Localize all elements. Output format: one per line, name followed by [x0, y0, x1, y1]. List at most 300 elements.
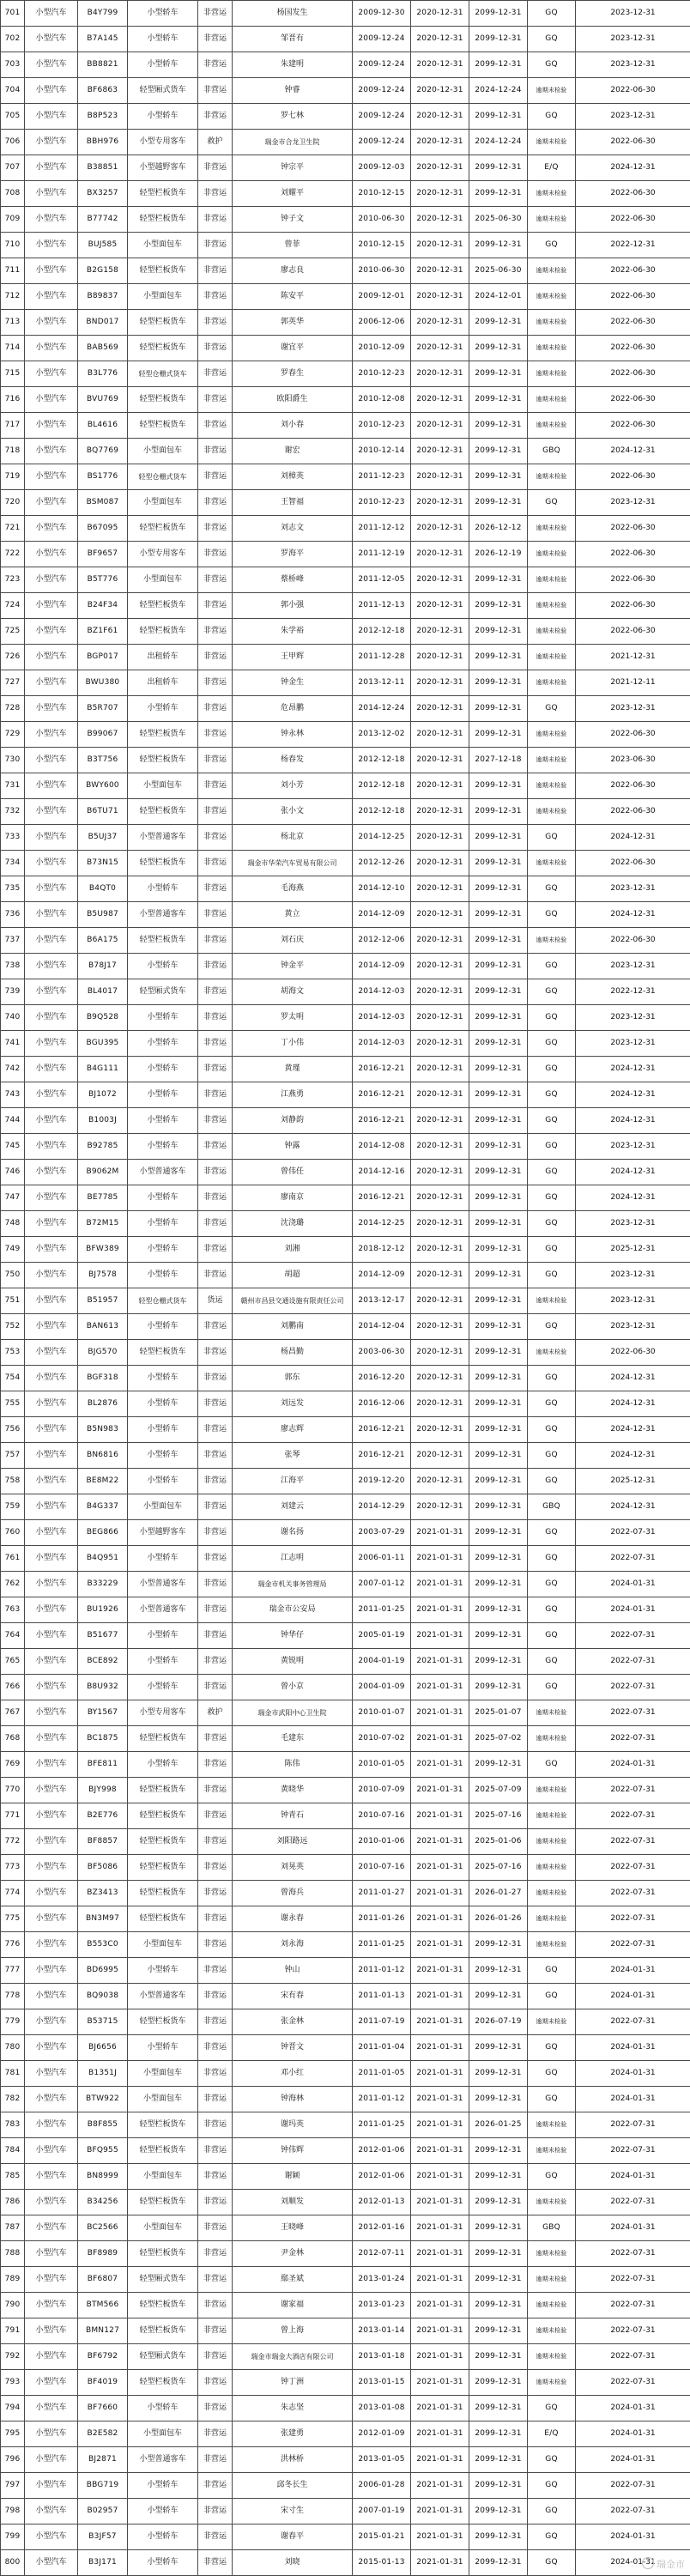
table-row: [1, 2035, 690, 2061]
usage-type: 非营运: [198, 2241, 233, 2267]
status-code: 逾期未检验: [528, 310, 576, 336]
usage-type: 非营运: [198, 1829, 233, 1855]
scrap-date: 2099-12-31: [469, 1211, 528, 1237]
row-number: 757: [1, 1443, 25, 1469]
vehicle-type: 轻型栏板货车: [128, 2138, 198, 2164]
usage-type: 非营运: [198, 2524, 233, 2550]
vehicle-category: 小型汽车: [25, 542, 78, 567]
table-row: [1, 2396, 690, 2421]
owner-name: 曾伟任: [233, 1160, 353, 1185]
vehicle-category: 小型汽车: [25, 1057, 78, 1082]
row-number: 769: [1, 1752, 25, 1778]
usage-type: 非营运: [198, 155, 233, 181]
vehicle-category: 小型汽车: [25, 1005, 78, 1031]
plate-number: B3L776: [78, 361, 128, 387]
inspection-expiry: 2021-01-31: [411, 1855, 469, 1881]
plate-number: BF5086: [78, 1855, 128, 1881]
row-number: 749: [1, 1237, 25, 1263]
row-number: 787: [1, 2215, 25, 2241]
valid-until: 2023-12-31: [576, 1031, 690, 1057]
inspection-expiry: 2020-12-31: [411, 104, 469, 130]
owner-name: 钟海林: [233, 2087, 353, 2112]
vehicle-type: 小型普通客车: [128, 1160, 198, 1185]
status-code: GQ: [528, 979, 576, 1005]
status-code: 逾期未检验: [528, 361, 576, 387]
owner-name: 谢家福: [233, 2293, 353, 2318]
owner-name: 瑞金市机关事务管理局: [233, 1572, 353, 1597]
plate-number: B33229: [78, 1572, 128, 1597]
status-code: 逾期未检验: [528, 2293, 576, 2318]
vehicle-type: 小型面包车: [128, 1494, 198, 1520]
vehicle-category: 小型汽车: [25, 1108, 78, 1134]
plate-number: B2G158: [78, 258, 128, 284]
vehicle-type: 小型普通客车: [128, 902, 198, 928]
inspection-expiry: 2020-12-31: [411, 1, 469, 27]
usage-type: 非营运: [198, 1340, 233, 1366]
vehicle-type: 小型轿车: [128, 696, 198, 722]
status-code: GQ: [528, 2550, 576, 2576]
usage-type: 非营运: [198, 1417, 233, 1443]
owner-name: 瑞金市瑞金大酒店有限公司: [233, 2344, 353, 2370]
row-number: 704: [1, 78, 25, 104]
inspection-expiry: 2021-01-31: [411, 2344, 469, 2370]
usage-type: 非营运: [198, 1906, 233, 1932]
registration-date: 2011-12-28: [353, 645, 411, 670]
scrap-date: 2099-12-31: [469, 1005, 528, 1031]
owner-name: 瑞金市华荣汽车贸易有限公司: [233, 851, 353, 876]
status-code: 逾期未检验: [528, 2318, 576, 2344]
registration-date: 2012-01-09: [353, 2421, 411, 2447]
vehicle-type: 轻型栏板货车: [128, 593, 198, 619]
plate-number: BL2876: [78, 1391, 128, 1417]
scrap-date: 2099-12-31: [469, 619, 528, 645]
inspection-expiry: 2021-01-31: [411, 2293, 469, 2318]
owner-name: 郭小强: [233, 593, 353, 619]
owner-name: 瑞金市武阳中心卫生院: [233, 1700, 353, 1726]
inspection-expiry: 2020-12-31: [411, 1443, 469, 1469]
table-row: [1, 258, 690, 284]
usage-type: 非营运: [198, 1108, 233, 1134]
vehicle-category: 小型汽车: [25, 1443, 78, 1469]
table-row: [1, 284, 690, 310]
status-code: 逾期未检验: [528, 1932, 576, 1958]
plate-number: BJ7578: [78, 1263, 128, 1288]
vehicle-type: 小型轿车: [128, 1108, 198, 1134]
vehicle-category: 小型汽车: [25, 1, 78, 27]
row-number: 762: [1, 1572, 25, 1597]
usage-type: 非营运: [198, 336, 233, 361]
vehicle-category: 小型汽车: [25, 104, 78, 130]
scrap-date: 2099-12-31: [469, 2550, 528, 2576]
registration-date: 2012-12-18: [353, 748, 411, 773]
usage-type: 非营运: [198, 2318, 233, 2344]
registration-date: 2014-12-09: [353, 902, 411, 928]
valid-until: 2022-06-30: [576, 130, 690, 155]
vehicle-category: 小型汽车: [25, 361, 78, 387]
vehicle-type: 小型轿车: [128, 954, 198, 979]
table-row: [1, 1726, 690, 1752]
inspection-expiry: 2021-01-31: [411, 1803, 469, 1829]
owner-name: 危昂鹏: [233, 696, 353, 722]
status-code: 逾期未检验: [528, 567, 576, 593]
scrap-date: 2099-12-31: [469, 155, 528, 181]
valid-until: 2024-12-31: [576, 1160, 690, 1185]
status-code: GQ: [528, 2524, 576, 2550]
registration-date: 2009-12-01: [353, 284, 411, 310]
inspection-expiry: 2021-01-31: [411, 2499, 469, 2524]
registration-date: 2009-12-03: [353, 155, 411, 181]
status-code: 逾期未检验: [528, 2241, 576, 2267]
scrap-date: 2099-12-31: [469, 1134, 528, 1160]
status-code: 逾期未检验: [528, 2370, 576, 2396]
usage-type: 非营运: [198, 1494, 233, 1520]
row-number: 752: [1, 1314, 25, 1340]
table-row: [1, 1881, 690, 1906]
vehicle-category: 小型汽车: [25, 1623, 78, 1649]
row-number: 737: [1, 928, 25, 954]
row-number: 750: [1, 1263, 25, 1288]
inspection-expiry: 2020-12-31: [411, 336, 469, 361]
vehicle-category: 小型汽车: [25, 1881, 78, 1906]
vehicle-category: 小型汽车: [25, 439, 78, 464]
registration-date: 2010-12-09: [353, 336, 411, 361]
inspection-expiry: 2020-12-31: [411, 181, 469, 207]
valid-until: 2022-07-31: [576, 1520, 690, 1546]
plate-number: BF7660: [78, 2396, 128, 2421]
vehicle-type: 轻型栏板货车: [128, 748, 198, 773]
valid-until: 2022-06-30: [576, 413, 690, 439]
row-number: 775: [1, 1906, 25, 1932]
inspection-expiry: 2020-12-31: [411, 1057, 469, 1082]
owner-name: 杨春发: [233, 748, 353, 773]
vehicle-category: 小型汽车: [25, 1700, 78, 1726]
vehicle-category: 小型汽车: [25, 2499, 78, 2524]
vehicle-type: 小型专用客车: [128, 1700, 198, 1726]
table-row: [1, 207, 690, 233]
vehicle-type: 轻型栏板货车: [128, 928, 198, 954]
usage-type: 非营运: [198, 52, 233, 78]
valid-until: 2023-12-31: [576, 954, 690, 979]
row-number: 701: [1, 1, 25, 27]
inspection-expiry: 2021-01-31: [411, 1881, 469, 1906]
vehicle-type: 轻型栏板货车: [128, 258, 198, 284]
scrap-date: 2025-06-30: [469, 207, 528, 233]
row-number: 741: [1, 1031, 25, 1057]
table-row: [1, 1675, 690, 1700]
table-row: [1, 825, 690, 851]
registration-date: 2003-06-30: [353, 1340, 411, 1366]
valid-until: 2024-01-31: [576, 2447, 690, 2473]
owner-name: 廖南京: [233, 1185, 353, 1211]
registration-date: 2010-07-09: [353, 1778, 411, 1803]
owner-name: 郭东: [233, 1366, 353, 1391]
table-row: [1, 1, 690, 27]
vehicle-type: 轻型栏板货车: [128, 1778, 198, 1803]
inspection-expiry: 2021-01-31: [411, 1906, 469, 1932]
vehicle-category: 小型汽车: [25, 284, 78, 310]
usage-type: 非营运: [198, 284, 233, 310]
registration-date: 2011-12-13: [353, 593, 411, 619]
status-code: GQ: [528, 490, 576, 516]
inspection-expiry: 2021-01-31: [411, 2267, 469, 2293]
vehicle-type: 轻型栏板货车: [128, 1855, 198, 1881]
usage-type: 非营运: [198, 542, 233, 567]
vehicle-category: 小型汽车: [25, 336, 78, 361]
vehicle-category: 小型汽车: [25, 2190, 78, 2215]
owner-name: 陈伟: [233, 1752, 353, 1778]
vehicle-type: 小型轿车: [128, 2035, 198, 2061]
owner-name: 邱冬长生: [233, 2473, 353, 2499]
row-number: 708: [1, 181, 25, 207]
table-row: [1, 748, 690, 773]
valid-until: 2024-12-31: [576, 155, 690, 181]
registration-date: 2010-12-23: [353, 361, 411, 387]
owner-name: 谢名扬: [233, 1520, 353, 1546]
scrap-date: 2099-12-31: [469, 1108, 528, 1134]
table-row: [1, 1340, 690, 1366]
status-code: 逾期未检验: [528, 851, 576, 876]
registration-date: 2009-12-24: [353, 104, 411, 130]
status-code: 逾期未检验: [528, 207, 576, 233]
scrap-date: 2099-12-31: [469, 2164, 528, 2190]
row-number: 729: [1, 722, 25, 748]
registration-date: 2014-12-10: [353, 876, 411, 902]
vehicle-category: 小型汽车: [25, 1263, 78, 1288]
row-number: 733: [1, 825, 25, 851]
row-number: 754: [1, 1366, 25, 1391]
inspection-expiry: 2021-01-31: [411, 1700, 469, 1726]
table-row: [1, 696, 690, 722]
usage-type: 非营运: [198, 876, 233, 902]
scrap-date: 2099-12-31: [469, 464, 528, 490]
row-number: 744: [1, 1108, 25, 1134]
scrap-date: 2099-12-31: [469, 1675, 528, 1700]
vehicle-type: 小型面包车: [128, 2061, 198, 2087]
registration-date: 2010-12-15: [353, 181, 411, 207]
plate-number: B02957: [78, 2499, 128, 2524]
vehicle-type: 小型轿车: [128, 1958, 198, 1984]
owner-name: 钟华仔: [233, 1623, 353, 1649]
owner-name: 张建勇: [233, 2421, 353, 2447]
scrap-date: 2099-12-31: [469, 2318, 528, 2344]
row-number: 771: [1, 1803, 25, 1829]
inspection-expiry: 2020-12-31: [411, 670, 469, 696]
table-row: [1, 1958, 690, 1984]
valid-until: 2023-12-31: [576, 1314, 690, 1340]
status-code: GQ: [528, 1752, 576, 1778]
table-row: [1, 413, 690, 439]
plate-number: BX3257: [78, 181, 128, 207]
plate-number: BQ7769: [78, 439, 128, 464]
usage-type: 非营运: [198, 1, 233, 27]
owner-name: 王晓峰: [233, 2215, 353, 2241]
scrap-date: 2099-12-31: [469, 361, 528, 387]
vehicle-category: 小型汽车: [25, 387, 78, 413]
inspection-expiry: 2020-12-31: [411, 516, 469, 542]
status-code: E/Q: [528, 2421, 576, 2447]
inspection-expiry: 2020-12-31: [411, 979, 469, 1005]
scrap-date: 2025-07-09: [469, 1778, 528, 1803]
valid-until: 2023-12-31: [576, 1005, 690, 1031]
row-number: 743: [1, 1082, 25, 1108]
registration-date: 2009-12-24: [353, 78, 411, 104]
valid-until: 2022-07-31: [576, 2009, 690, 2035]
inspection-expiry: 2020-12-31: [411, 1263, 469, 1288]
inspection-expiry: 2020-12-31: [411, 696, 469, 722]
vehicle-type: 轻型栏板货车: [128, 516, 198, 542]
table-row: [1, 130, 690, 155]
valid-until: 2024-01-31: [576, 2550, 690, 2576]
scrap-date: 2099-12-31: [469, 1288, 528, 1314]
table-row: [1, 1520, 690, 1546]
scrap-date: 2099-12-31: [469, 928, 528, 954]
valid-until: 2022-07-31: [576, 1906, 690, 1932]
usage-type: 非营运: [198, 2087, 233, 2112]
usage-type: 非营运: [198, 1778, 233, 1803]
vehicle-category: 小型汽车: [25, 130, 78, 155]
table-row: [1, 567, 690, 593]
valid-until: 2021-12-11: [576, 670, 690, 696]
vehicle-category: 小型汽车: [25, 1597, 78, 1623]
usage-type: 非营运: [198, 1391, 233, 1417]
row-number: 718: [1, 439, 25, 464]
inspection-expiry: 2021-01-31: [411, 2164, 469, 2190]
status-code: GQ: [528, 1469, 576, 1494]
table-row: [1, 2550, 690, 2576]
inspection-expiry: 2021-01-31: [411, 2473, 469, 2499]
inspection-expiry: 2021-01-31: [411, 2190, 469, 2215]
inspection-expiry: 2021-01-31: [411, 1752, 469, 1778]
owner-name: 郭英华: [233, 310, 353, 336]
row-number: 776: [1, 1932, 25, 1958]
valid-until: 2022-07-31: [576, 1778, 690, 1803]
registration-date: 2016-12-21: [353, 1443, 411, 1469]
valid-until: 2024-12-31: [576, 1108, 690, 1134]
registration-date: 2015-01-21: [353, 2524, 411, 2550]
plate-number: BFW389: [78, 1237, 128, 1263]
plate-number: B78J17: [78, 954, 128, 979]
table-row: [1, 1494, 690, 1520]
vehicle-category: 小型汽车: [25, 1134, 78, 1160]
row-number: 761: [1, 1546, 25, 1572]
registration-date: 2006-12-06: [353, 310, 411, 336]
vehicle-category: 小型汽车: [25, 310, 78, 336]
scrap-date: 2099-12-31: [469, 954, 528, 979]
status-code: GQ: [528, 1237, 576, 1263]
vehicle-category: 小型汽车: [25, 1803, 78, 1829]
row-number: 780: [1, 2035, 25, 2061]
status-code: 逾期未检验: [528, 1288, 576, 1314]
inspection-expiry: 2020-12-31: [411, 1031, 469, 1057]
owner-name: 曾菲: [233, 233, 353, 258]
valid-until: 2024-01-31: [576, 2035, 690, 2061]
usage-type: 非营运: [198, 1572, 233, 1597]
owner-name: 刘静韵: [233, 1108, 353, 1134]
status-code: 逾期未检验: [528, 258, 576, 284]
valid-until: 2022-06-30: [576, 799, 690, 825]
status-code: GQ: [528, 52, 576, 78]
scrap-date: 2099-12-31: [469, 1520, 528, 1546]
vehicle-type: 轻型厢式货车: [128, 2267, 198, 2293]
plate-number: B72M15: [78, 1211, 128, 1237]
inspection-expiry: 2021-01-31: [411, 1572, 469, 1597]
owner-name: 朱学裕: [233, 619, 353, 645]
owner-name: 鄢圣斌: [233, 2267, 353, 2293]
owner-name: 宋寸生: [233, 2499, 353, 2524]
status-code: GQ: [528, 1443, 576, 1469]
plate-number: BF6792: [78, 2344, 128, 2370]
plate-number: BD6995: [78, 1958, 128, 1984]
owner-name: 刘小芳: [233, 773, 353, 799]
plate-number: B5T776: [78, 567, 128, 593]
vehicle-category: 小型汽车: [25, 670, 78, 696]
row-number: 796: [1, 2447, 25, 2473]
scrap-date: 2025-01-07: [469, 1700, 528, 1726]
table-row: [1, 1623, 690, 1649]
table-row: [1, 516, 690, 542]
usage-type: 非营运: [198, 722, 233, 748]
table-row: [1, 233, 690, 258]
table-row: [1, 2267, 690, 2293]
plate-number: B9062M: [78, 1160, 128, 1185]
owner-name: 刘湘: [233, 1237, 353, 1263]
owner-name: 谢宏: [233, 439, 353, 464]
row-number: 720: [1, 490, 25, 516]
vehicle-type: 轻型仓栅式货车: [128, 464, 198, 490]
plate-number: BC2566: [78, 2215, 128, 2241]
row-number: 706: [1, 130, 25, 155]
owner-name: 欧阳爵生: [233, 387, 353, 413]
scrap-date: 2025-07-16: [469, 1855, 528, 1881]
valid-until: 2023-12-31: [576, 876, 690, 902]
scrap-date: 2099-12-31: [469, 1340, 528, 1366]
vehicle-category: 小型汽车: [25, 2447, 78, 2473]
owner-name: 陈安平: [233, 284, 353, 310]
table-row: [1, 876, 690, 902]
table-row: [1, 1057, 690, 1082]
table-row: [1, 2138, 690, 2164]
scrap-date: 2099-12-31: [469, 2524, 528, 2550]
plate-number: B4G111: [78, 1057, 128, 1082]
valid-until: 2024-01-31: [576, 1572, 690, 1597]
vehicle-type: 出租轿车: [128, 670, 198, 696]
row-number: 727: [1, 670, 25, 696]
inspection-expiry: 2020-12-31: [411, 1366, 469, 1391]
inspection-expiry: 2020-12-31: [411, 155, 469, 181]
vehicle-category: 小型汽车: [25, 1649, 78, 1675]
usage-type: 非营运: [198, 2190, 233, 2215]
table-row: [1, 1829, 690, 1855]
inspection-expiry: 2021-01-31: [411, 1829, 469, 1855]
valid-until: 2022-07-31: [576, 1623, 690, 1649]
status-code: GQ: [528, 1623, 576, 1649]
scrap-date: 2099-12-31: [469, 310, 528, 336]
plate-number: BJ6656: [78, 2035, 128, 2061]
status-code: GQ: [528, 902, 576, 928]
status-code: 逾期未检验: [528, 336, 576, 361]
inspection-expiry: 2020-12-31: [411, 748, 469, 773]
row-number: 721: [1, 516, 25, 542]
table-row: [1, 490, 690, 516]
valid-until: 2022-07-31: [576, 1675, 690, 1700]
table-row: [1, 336, 690, 361]
owner-name: 罗七林: [233, 104, 353, 130]
usage-type: 非营运: [198, 1263, 233, 1288]
row-number: 767: [1, 1700, 25, 1726]
inspection-expiry: 2020-12-31: [411, 722, 469, 748]
scrap-date: 2099-12-31: [469, 1263, 528, 1288]
status-code: 逾期未检验: [528, 78, 576, 104]
